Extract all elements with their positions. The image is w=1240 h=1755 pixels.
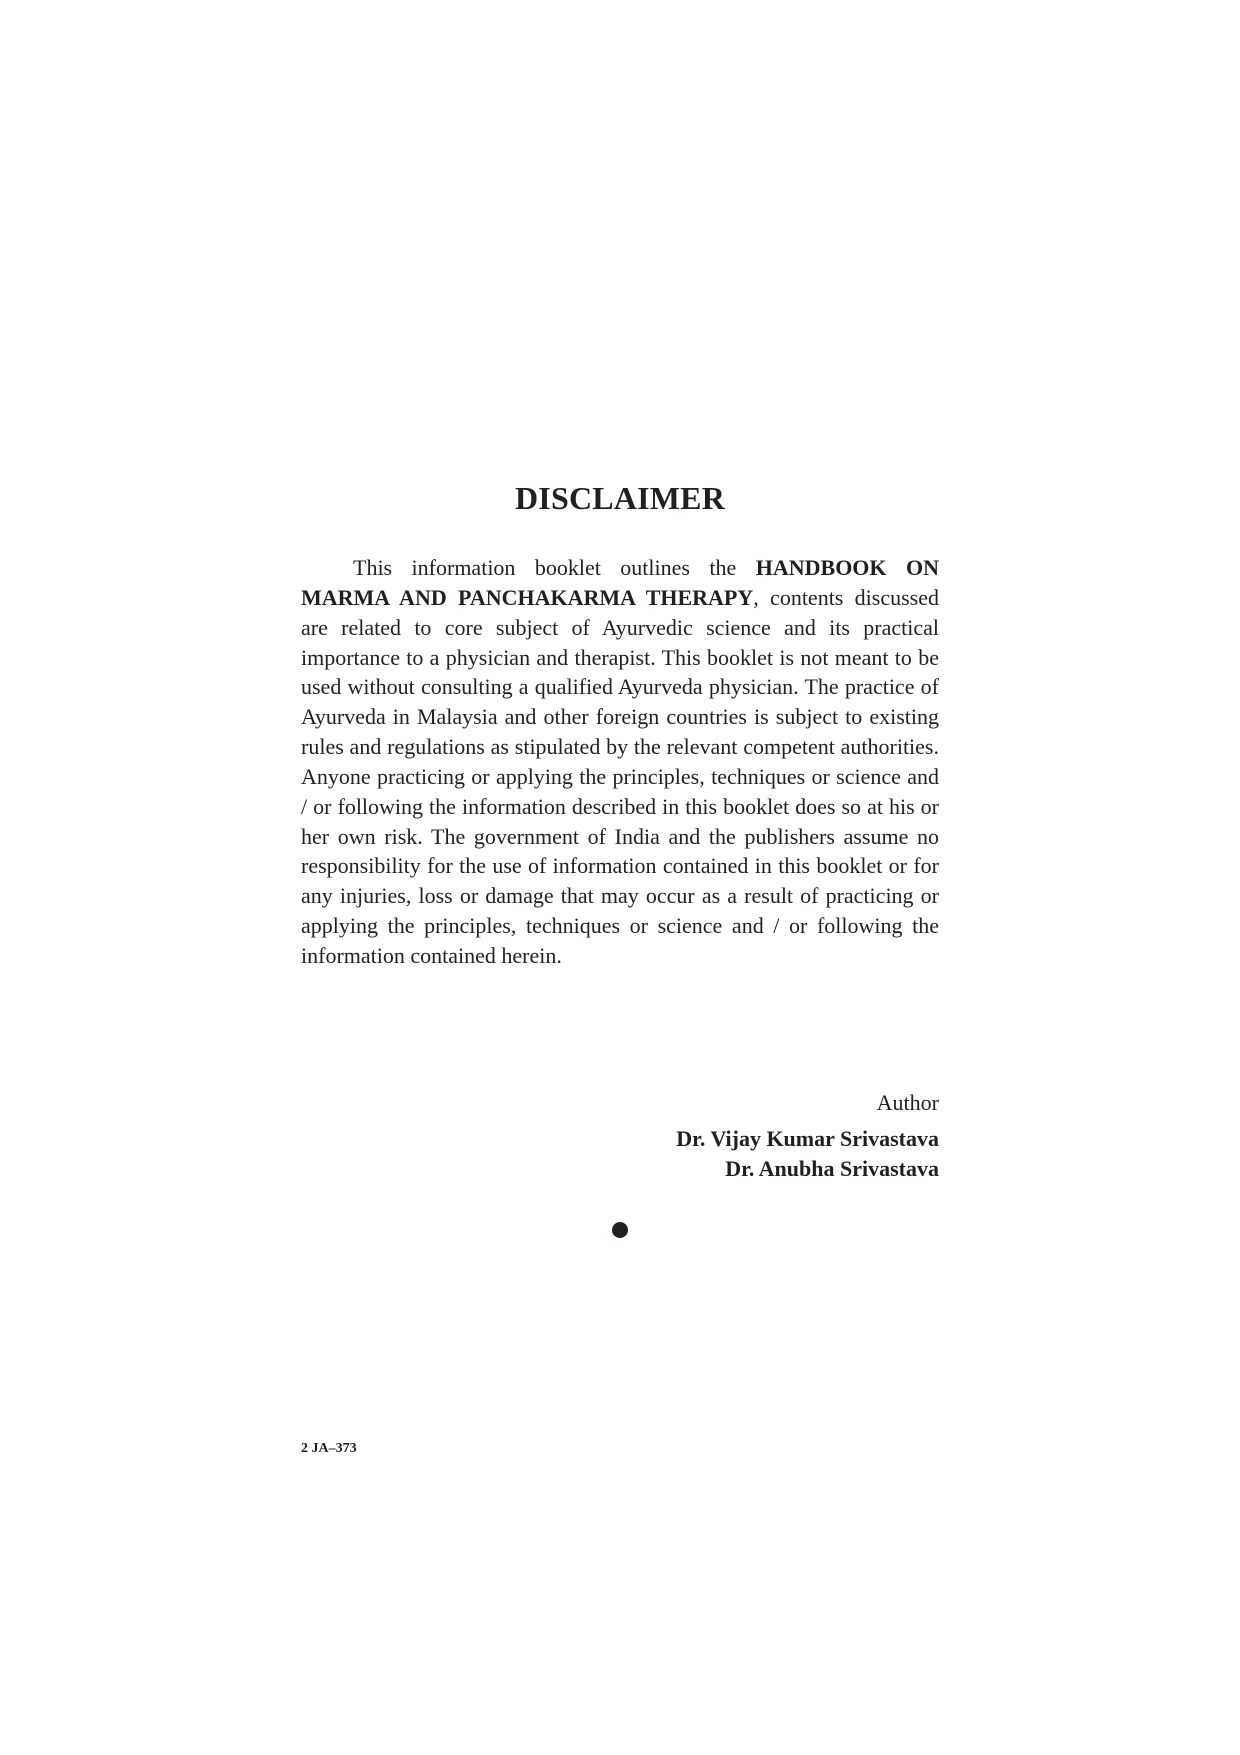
signature-block <box>560 1088 939 1184</box>
book-title: HANDBOOK ON MARMA AND PANCHAKARMA THERAPY <box>301 555 939 610</box>
page-title: DISCLAIMER <box>514 480 726 516</box>
author-name-2: Dr. Anubha Srivastava <box>725 1156 939 1181</box>
author-name-1: Dr. Vijay Kumar Srivastava <box>676 1126 939 1151</box>
disclaimer-rest: , contents discussed are related to core subject of Ayurvedic science and its practical importance to a physician and therapist. This booklet is not meant to be used without consulting a qualified Ayurveda physician. The practice of Ayurveda in Malaysia and other foreign countries is subject to existing rules and regulations as stipulated by the relevant competent authorities. Anyone practicing or applying the principles, techniques or science and / or following the information described in this booklet does so at his or her own risk. The government of India and the publishers assume no responsibility for the use of information contained in this booklet or for any injuries, loss or damage that may occur as a result of practicing or applying the principles, techniques or science and / or following the information contained herein. <box>301 584 939 968</box>
page-code: 2 JA–373 <box>301 1441 357 1456</box>
signature-role: Author <box>876 1090 939 1115</box>
disclaimer-paragraph <box>301 553 939 971</box>
disclaimer-intro: This information booklet outlines the <box>353 555 756 580</box>
bullet-ornament <box>612 1222 628 1238</box>
